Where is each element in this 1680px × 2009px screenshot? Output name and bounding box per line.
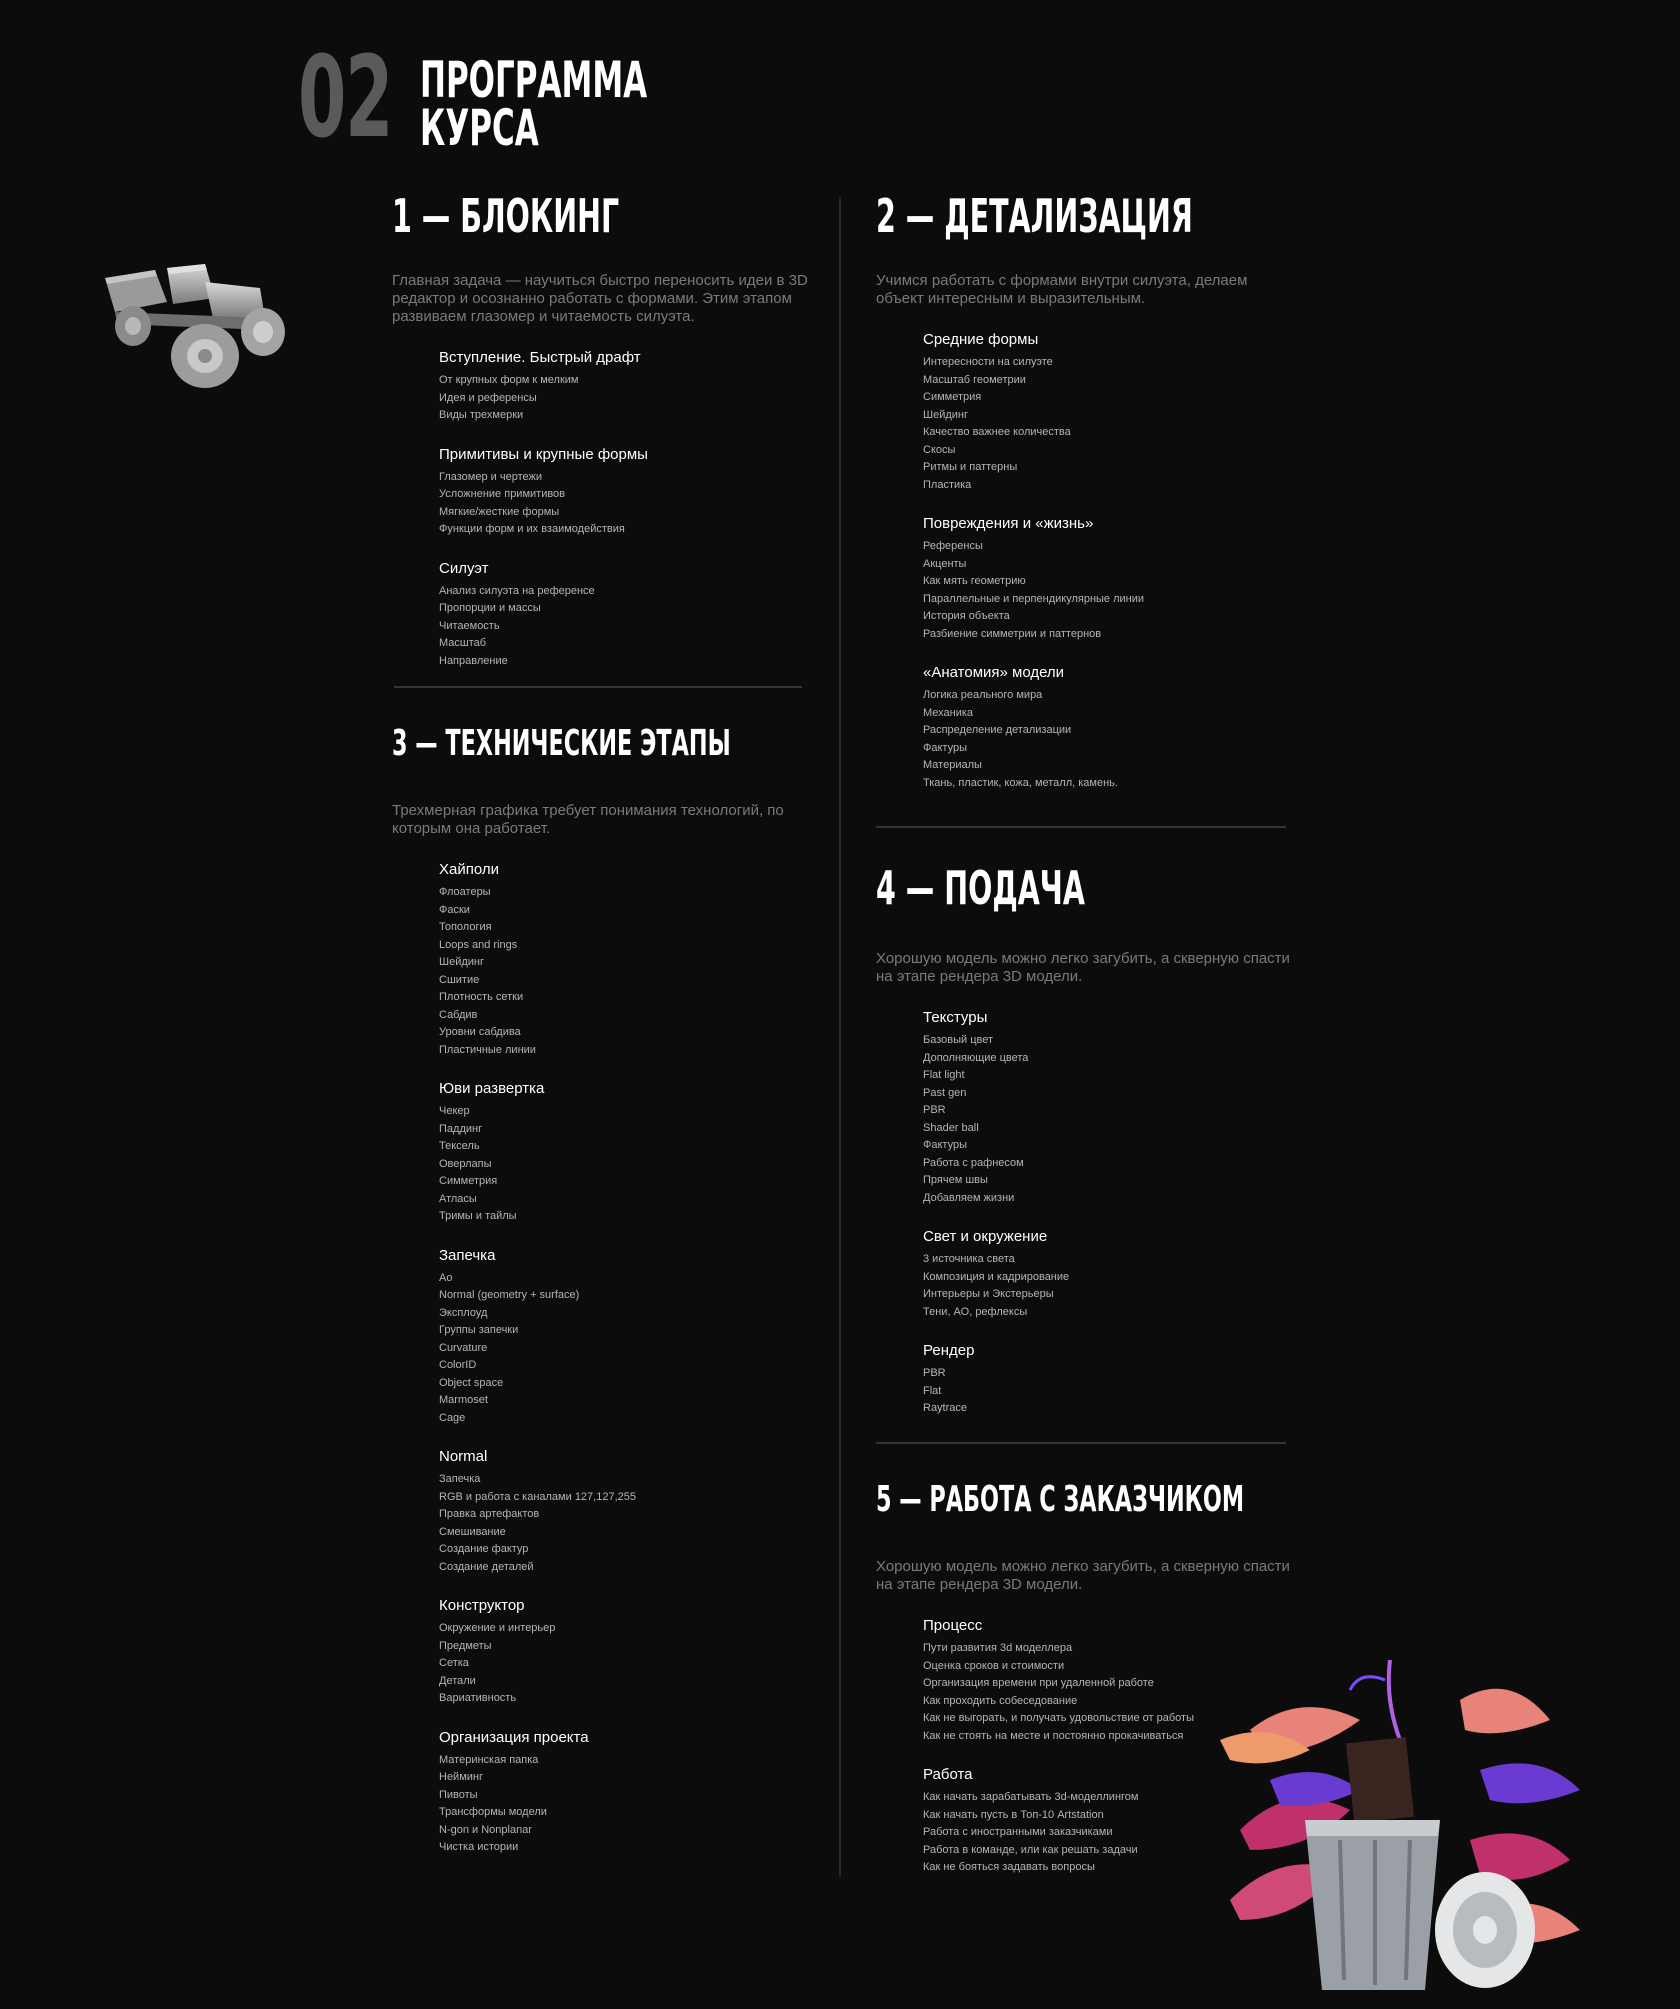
topic-list (439, 860, 812, 1857)
topic-item: Правка артефактов (439, 1508, 540, 1520)
topic-title: Хайполи (439, 861, 499, 878)
topic-item: Плотность сетки (439, 991, 524, 1003)
topic-item: Работа в команде, или как решать задачи (923, 1843, 1138, 1856)
topic-item: От крупных форм к мелким (439, 374, 579, 386)
topic-item: Добавляем жизни (923, 1191, 1015, 1204)
topic-item: Эксплоуд (439, 1306, 488, 1319)
topic-item: Работа с рафнесом (923, 1156, 1024, 1169)
topic-item: Как проходить собеседование (923, 1694, 1078, 1707)
topic-title: Рендер (923, 1342, 975, 1359)
topic-item: 3 источника света (923, 1253, 1015, 1265)
topic-item: Фаски (439, 903, 470, 916)
topic-block (439, 1447, 812, 1576)
topic-block (439, 1246, 812, 1428)
topic-item: Симметрия (439, 1175, 498, 1187)
topic-item: Организация времени при удаленной работе (923, 1677, 1154, 1689)
topic-item: Cage (439, 1411, 466, 1424)
topic-item: Сетка (439, 1657, 469, 1669)
topic-item: Вариативность (439, 1692, 517, 1704)
topic-item: PBR (923, 1104, 946, 1116)
topic-title: Юви развертка (439, 1080, 545, 1097)
topic-item: Пропорции и массы (439, 602, 541, 614)
topic-item: Виды трехмерки (439, 409, 524, 421)
section-title: 3 — ТЕХНИЧЕСКИЕ ЭТАПЫ (392, 723, 731, 764)
topic-item: Marmoset (439, 1394, 488, 1406)
topic-item: Интерьеры и Экстерьеры (923, 1288, 1054, 1300)
topic-title: Средние формы (923, 331, 1039, 348)
topic-block (923, 514, 1296, 643)
section-presentation (876, 862, 1296, 1438)
section-title: 5 — РАБОТА С ЗАКАЗЧИКОМ (876, 1479, 1245, 1520)
topic-item: Распределение детализации (923, 724, 1072, 736)
topic-item: Оверлапы (439, 1157, 492, 1170)
topic-item: Скосы (923, 443, 956, 456)
page-title (420, 51, 648, 157)
section-title: 4 — ПОДАЧА (876, 861, 1085, 915)
topic-item: Группы запечки (439, 1324, 519, 1336)
topic-item: Направление (439, 654, 508, 667)
topic-item: Как не стоять на месте и постоянно прокачиваться (923, 1729, 1184, 1742)
topic-item: Композиция и кадрирование (923, 1270, 1070, 1283)
topic-item: Детали (439, 1674, 476, 1687)
topic-title: Повреждения и «жизнь» (923, 515, 1094, 532)
topic-item: Тени, АО, рефлексы (923, 1305, 1028, 1318)
section-description: Главная задача — научиться быстро переносить идеи в 3D редактор и осознанно работать с формами. Этим этапом развиваем глазомер и читаемость силуэта. (392, 272, 808, 325)
topic-item: Читаемость (439, 619, 500, 632)
topic-block (923, 1765, 1296, 1877)
topic-item: Сшитие (439, 973, 480, 986)
topic-item: Фактуры (923, 741, 967, 754)
topic-item: Материнская папка (439, 1753, 539, 1766)
topic-block (923, 1008, 1296, 1207)
topic-title: Текстуры (923, 1009, 988, 1026)
topic-list (923, 1008, 1296, 1418)
topic-item: Глазомер и чертежи (439, 470, 542, 483)
divider-right-1 (876, 826, 1286, 828)
topic-item: Тексель (439, 1140, 480, 1152)
topic-item: Как мять геометрию (923, 575, 1026, 587)
topic-item: Как начать пусть в Топ-10 Artstation (923, 1808, 1104, 1821)
section-detailing (876, 190, 1296, 812)
topic-item: Loops and rings (439, 938, 518, 951)
topic-item: Flat light (923, 1069, 965, 1081)
topic-item: Параллельные и перпендикулярные линии (923, 592, 1145, 605)
topic-item: Усложнение примитивов (439, 488, 566, 500)
column-divider (839, 197, 841, 1877)
topic-block (923, 1341, 1296, 1418)
section-title: 2 — ДЕТАЛИЗАЦИЯ (876, 189, 1193, 243)
section-client-work (876, 1478, 1296, 1897)
topic-item: История объекта (923, 610, 1010, 622)
topic-item: Акценты (923, 557, 967, 570)
topic-item: ColorID (439, 1359, 477, 1371)
topic-item: PBR (923, 1367, 946, 1379)
topic-item: Масштаб (439, 637, 487, 649)
topic-item: Запечка (439, 1473, 481, 1485)
section-description: Хорошую модель можно легко загубить, а скверную спасти на этапе рендера 3D модели. (876, 950, 1290, 985)
section-title: 1 — БЛОКИНГ (392, 189, 620, 243)
topic-item: Механика (923, 706, 974, 719)
topic-block (923, 663, 1296, 792)
topic-title: Вступление. Быстрый драфт (439, 349, 641, 366)
topic-block (923, 1616, 1296, 1745)
truck-render-icon (95, 258, 295, 398)
topic-item: Предметы (439, 1639, 492, 1652)
page-title-line1: ПРОГРАММА (420, 51, 648, 109)
section-blocking (392, 190, 812, 690)
topic-title: Примитивы и крупные формы (439, 445, 648, 463)
topic-title: Процесс (923, 1617, 983, 1634)
topic-item: Пивоты (439, 1788, 478, 1801)
topic-item: Уровни сабдива (439, 1026, 521, 1038)
section-technical (392, 722, 812, 1877)
topic-item: Идея и референсы (439, 391, 537, 404)
topic-item: Материалы (923, 759, 982, 771)
topic-title: Конструктор (439, 1597, 525, 1614)
topic-item: Флоатеры (439, 886, 491, 898)
topic-list (439, 348, 812, 670)
topic-item: Создание деталей (439, 1560, 534, 1573)
topic-item: Чистка истории (439, 1841, 519, 1853)
topic-item: Шейдинг (923, 408, 968, 421)
topic-item: Анализ силуэта на референсе (439, 584, 595, 597)
topic-title: Работа (923, 1766, 973, 1783)
topic-block (439, 1728, 812, 1857)
topic-block (439, 348, 812, 425)
topic-title: Силуэт (439, 559, 489, 577)
topic-item: Функции форм и их взаимодействия (439, 523, 625, 535)
topic-item: Масштаб геометрии (923, 373, 1026, 386)
topic-item: Пластика (923, 478, 972, 491)
topic-item: Нейминг (439, 1771, 483, 1783)
topic-item: Past gen (923, 1086, 967, 1099)
topic-item: Интересности на силуэте (923, 356, 1053, 368)
topic-block (439, 860, 812, 1059)
topic-title: Свет и окружение (923, 1228, 1048, 1245)
topic-item: Прячем швы (923, 1174, 988, 1186)
topic-block (439, 445, 812, 539)
topic-item: N-gon и Nonplanar (439, 1823, 532, 1836)
topic-item: Flat (923, 1384, 942, 1397)
topic-item: Чекер (439, 1105, 470, 1117)
topic-item: Curvature (439, 1341, 488, 1354)
topic-item: Как не бояться задавать вопросы (923, 1861, 1095, 1873)
page-title-line2: КУРСА (420, 99, 539, 157)
topic-block (439, 1079, 812, 1226)
topic-item: Ao (439, 1271, 453, 1284)
topic-title: Организация проекта (439, 1728, 589, 1746)
topic-item: Шейдинг (439, 956, 484, 968)
topic-block (439, 559, 812, 671)
topic-item: Паддинг (439, 1122, 483, 1135)
topic-block (439, 1596, 812, 1708)
topic-item: Как начать зарабатывать 3d-моделлингом (923, 1791, 1139, 1803)
section-description: Учимся работать с формами внутри силуэта, делаем объект интересным и выразительным. (876, 272, 1248, 307)
topic-item: Оценка сроков и стоимости (923, 1659, 1065, 1672)
topic-title: Normal (439, 1448, 488, 1465)
topic-item: Тримы и тайлы (439, 1210, 517, 1222)
topic-item: Ритмы и паттерны (923, 461, 1018, 473)
topic-item: Normal (geometry + surface) (439, 1289, 580, 1301)
topic-block (923, 1227, 1296, 1321)
topic-item: Shader ball (923, 1121, 979, 1134)
topic-item: Пластичные линии (439, 1043, 536, 1056)
topic-item: Логика реального мира (923, 689, 1043, 701)
topic-item: Фактуры (923, 1139, 967, 1151)
topic-item: Как не выгорать, и получать удовольствие от работы (923, 1712, 1194, 1724)
topic-item: Симметрия (923, 391, 982, 403)
topic-item: Пути развития 3d моделлера (923, 1642, 1073, 1654)
topic-title: «Анатомия» модели (923, 664, 1065, 681)
topic-block (923, 330, 1296, 494)
topic-title: Запечка (439, 1246, 496, 1264)
topic-item: Окружение и интерьер (439, 1622, 556, 1634)
topic-item: Raytrace (923, 1402, 968, 1414)
topic-item: RGB и работа с каналами 127,127,255 (439, 1490, 636, 1503)
section-description: Трехмерная графика требует понимания технологий, по которым она работает. (392, 802, 784, 837)
topic-item: Топология (439, 921, 492, 933)
divider-right-2 (876, 1442, 1286, 1444)
topic-item: Object space (439, 1376, 504, 1389)
topic-item: Сабдив (439, 1008, 478, 1021)
topic-item: Атласы (439, 1192, 477, 1205)
topic-item: Базовый цвет (923, 1034, 994, 1046)
section-description: Хорошую модель можно легко загубить, а скверную спасти на этапе рендера 3D модели. (876, 1558, 1290, 1593)
topic-item: Смешивание (439, 1525, 506, 1538)
topic-item: Трансформы модели (439, 1806, 547, 1818)
topic-item: Мягкие/жесткие формы (439, 505, 560, 518)
topic-item: Работа с иностранными заказчиками (923, 1826, 1113, 1838)
topic-item: Разбиение симметрии и паттернов (923, 627, 1102, 640)
topic-list (923, 1616, 1296, 1877)
topic-item: Референсы (923, 540, 983, 552)
topic-item: Качество важнее количества (923, 426, 1071, 438)
topic-item: Дополняющие цвета (923, 1051, 1029, 1064)
topic-list (923, 330, 1296, 792)
section-number: 02 (298, 33, 393, 163)
topic-item: Создание фактур (439, 1543, 529, 1555)
topic-item: Ткань, пластик, кожа, металл, камень. (923, 776, 1118, 789)
